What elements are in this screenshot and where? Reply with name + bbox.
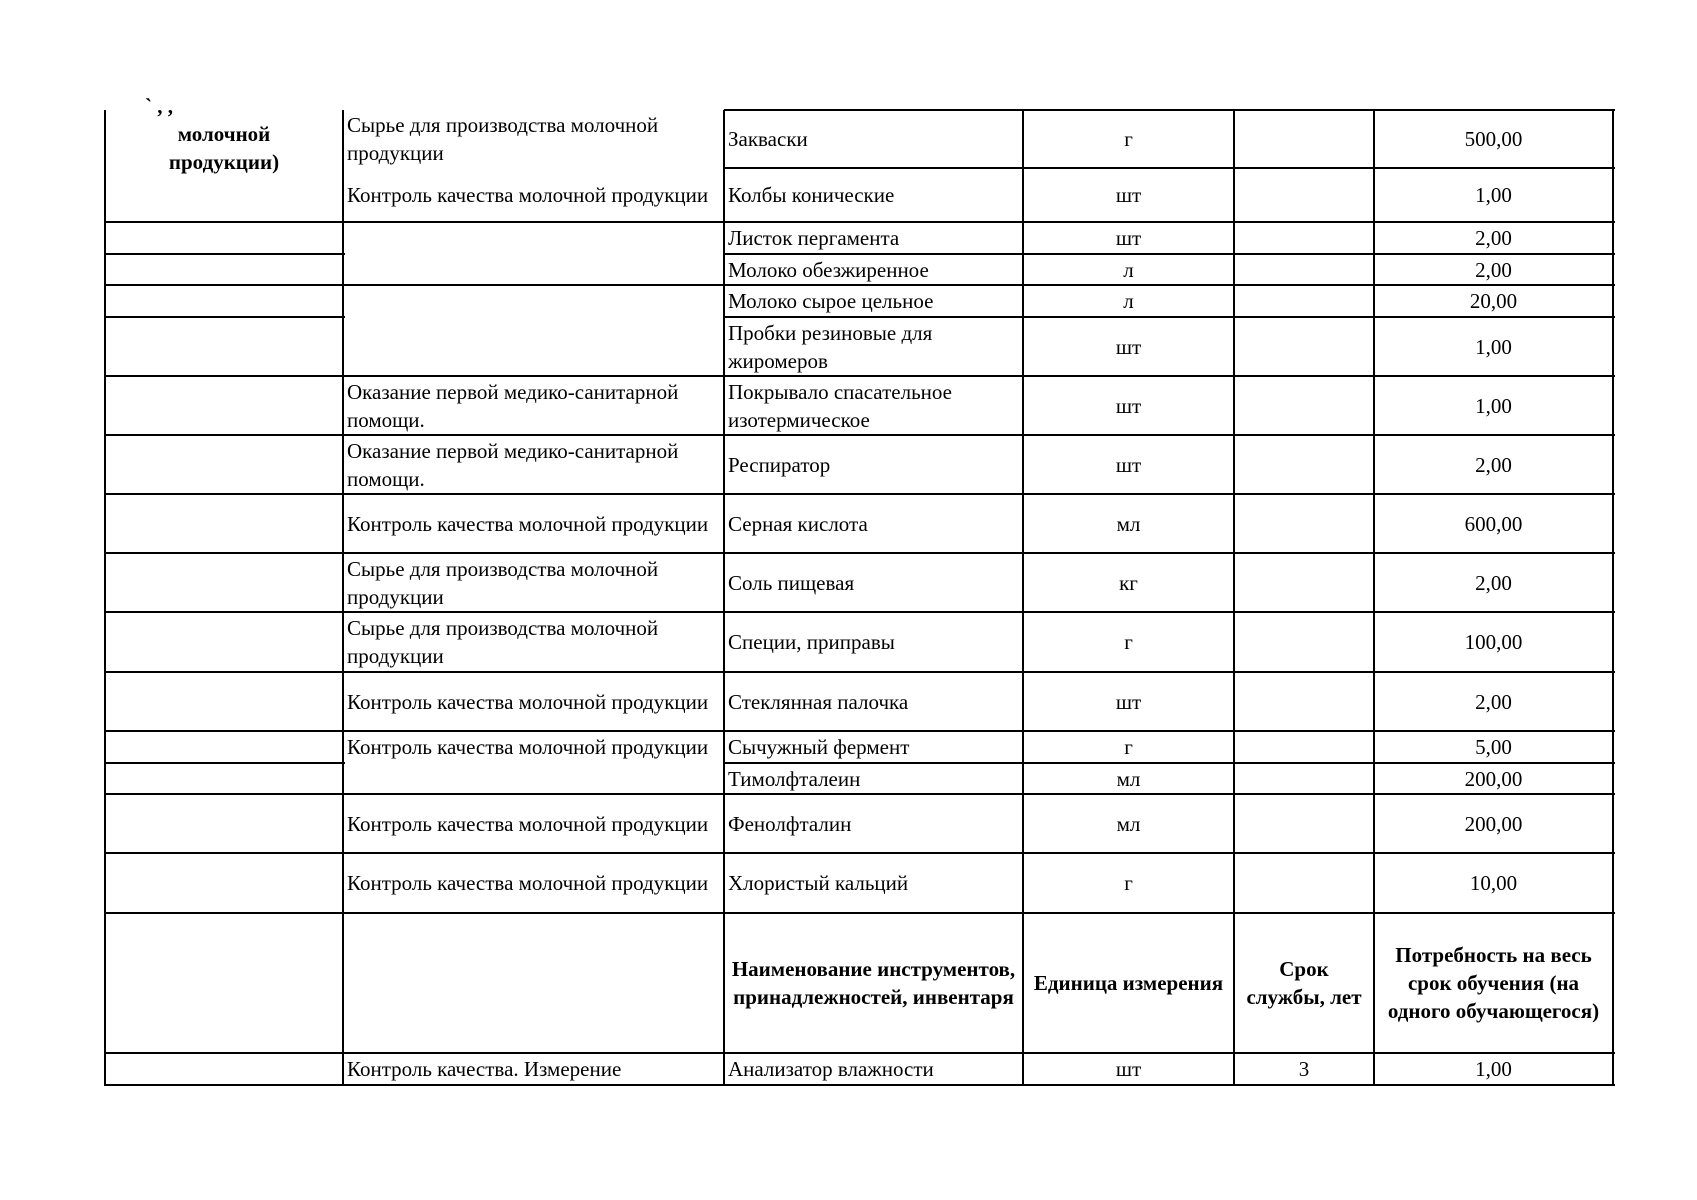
- item-term: [1234, 285, 1374, 317]
- header-tools-name: Наименование инструментов, принадлежностей, инвентаря: [731, 957, 1016, 1009]
- item-need: 600,00: [1464, 511, 1523, 536]
- grid-line-horizontal: [105, 1052, 345, 1054]
- item-unit: шт: [1115, 689, 1142, 714]
- item-name: Респиратор: [728, 452, 831, 477]
- item-name: Фенолфталин: [728, 811, 852, 836]
- item-unit: шт: [1115, 1057, 1142, 1081]
- item-unit: л: [1123, 257, 1134, 282]
- item-term: 3: [1298, 1057, 1310, 1081]
- grid-line-horizontal: [105, 284, 345, 286]
- item-need: 2,00: [1475, 452, 1512, 477]
- item-need: 5,00: [1475, 735, 1512, 759]
- item-term: [1234, 110, 1374, 168]
- item-name: Молоко сырое цельное: [728, 289, 934, 313]
- topic-cell: Контроль качества. Измерение: [347, 1057, 622, 1081]
- cropped-text-fragment: ` , ,: [145, 94, 173, 118]
- item-name: Серная кислота: [728, 511, 868, 536]
- topic-cell: Сырье для производства молочной продукции: [347, 113, 659, 165]
- item-term: [1234, 731, 1374, 763]
- item-term: [1234, 672, 1374, 731]
- header-unit: Единица измерения: [1033, 971, 1224, 995]
- grid-line-horizontal: [105, 671, 345, 673]
- item-unit: шт: [1115, 452, 1142, 477]
- item-need: 10,00: [1469, 871, 1518, 895]
- grid-line-horizontal: [105, 852, 345, 854]
- grid-line-horizontal: [105, 552, 345, 554]
- item-need: 200,00: [1464, 766, 1523, 791]
- grid-line-horizontal: [105, 253, 345, 255]
- item-name: Специи, приправы: [728, 630, 895, 654]
- group-label: молочной продукции): [168, 122, 280, 174]
- item-name: Анализатор влажности: [728, 1057, 934, 1081]
- item-need: 2,00: [1475, 226, 1512, 250]
- item-unit: г: [1124, 871, 1133, 895]
- item-term: [1234, 435, 1374, 494]
- item-unit: мл: [1116, 511, 1141, 536]
- item-need: 1,00: [1475, 393, 1512, 418]
- item-need: 20,00: [1469, 289, 1518, 313]
- item-term: [1234, 376, 1374, 435]
- item-name: Молоко обезжиренное: [728, 257, 929, 282]
- item-unit: л: [1123, 289, 1134, 313]
- item-name: Закваски: [728, 127, 808, 151]
- grid-line-horizontal: [105, 762, 345, 764]
- topic-cell: Оказание первой медико-санитарной помощи.: [347, 438, 679, 491]
- item-name: Соль пищевая: [728, 570, 855, 595]
- item-name: Хлористый кальций: [728, 871, 909, 895]
- item-name: Листок пергамента: [728, 226, 900, 250]
- item-term: [1234, 222, 1374, 254]
- item-term: [1234, 853, 1374, 913]
- item-term: [1234, 494, 1374, 553]
- topic-cell: Контроль качества молочной продукции: [347, 183, 709, 207]
- item-need: 500,00: [1464, 127, 1523, 151]
- item-name: Пробки резиновые для жиромеров: [728, 320, 933, 373]
- item-need: 1,00: [1475, 183, 1512, 207]
- item-unit: шт: [1115, 183, 1142, 207]
- item-term: [1234, 553, 1374, 612]
- item-term: [1234, 317, 1374, 376]
- item-term: [1234, 612, 1374, 672]
- item-need: 1,00: [1475, 334, 1512, 359]
- item-need: 1,00: [1475, 1057, 1512, 1081]
- topic-cell: [343, 222, 724, 285]
- grid-line-horizontal: [105, 493, 345, 495]
- grid-line-horizontal: [105, 434, 345, 436]
- item-unit: мл: [1116, 766, 1141, 791]
- topic-cell: Контроль качества молочной продукции: [347, 871, 709, 895]
- item-need: 2,00: [1475, 689, 1512, 714]
- item-need: 2,00: [1475, 570, 1512, 595]
- item-unit: г: [1124, 127, 1133, 151]
- item-need: 200,00: [1464, 811, 1523, 836]
- item-name: Стеклянная палочка: [728, 689, 909, 714]
- topic-cell: Сырье для производства молочной продукции: [347, 556, 659, 609]
- item-term: [1234, 763, 1374, 794]
- item-term: [1234, 254, 1374, 285]
- item-name: Колбы конические: [728, 183, 895, 207]
- topic-cell: [343, 285, 724, 376]
- item-name: Сычужный фермент: [728, 735, 910, 759]
- grid-line-horizontal: [105, 793, 345, 795]
- topic-cell: Контроль качества молочной продукции: [347, 511, 709, 536]
- grid-line-horizontal: [105, 1084, 345, 1086]
- item-name: Покрывало спасательное изотермическое: [728, 379, 952, 432]
- topic-cell: Контроль качества молочной продукции: [347, 811, 709, 836]
- item-unit: г: [1124, 630, 1133, 654]
- item-unit: кг: [1119, 570, 1138, 595]
- item-term: [1234, 794, 1374, 853]
- item-unit: шт: [1115, 334, 1142, 359]
- item-need: 100,00: [1464, 630, 1523, 654]
- topic-cell: Оказание первой медико-санитарной помощи.: [347, 379, 679, 432]
- item-unit: г: [1124, 735, 1133, 759]
- grid-line-horizontal: [105, 375, 345, 377]
- item-need: 2,00: [1475, 257, 1512, 282]
- topic-cell: Контроль качества молочной продукции: [347, 689, 709, 714]
- grid-line-horizontal: [105, 316, 345, 318]
- header-need: Потребность на весь срок обучения (на одного обучающегося): [1387, 943, 1600, 1023]
- grid-line-horizontal: [105, 912, 345, 914]
- item-unit: шт: [1115, 393, 1142, 418]
- topic-cell: Сырье для производства молочной продукции: [347, 616, 659, 668]
- item-term: [1234, 168, 1374, 222]
- item-unit: мл: [1116, 811, 1141, 836]
- item-unit: шт: [1115, 226, 1142, 250]
- topic-cell: Контроль качества молочной продукции: [347, 735, 709, 759]
- grid-line-vertical: [104, 110, 106, 1086]
- item-name: Тимолфталеин: [728, 766, 861, 791]
- grid-line-horizontal: [105, 730, 345, 732]
- header-term: Срок службы, лет: [1246, 957, 1362, 1009]
- grid-line-horizontal: [105, 611, 345, 613]
